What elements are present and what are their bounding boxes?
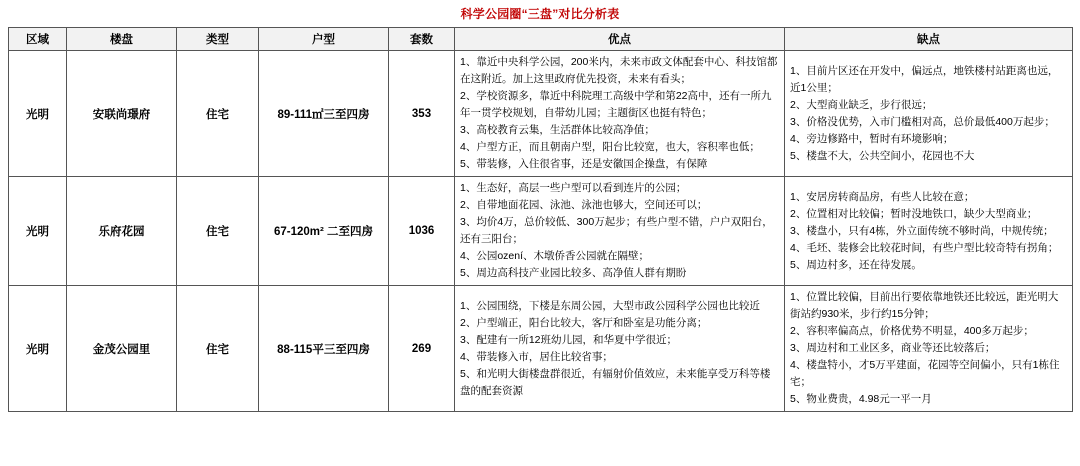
- cell-pros: [455, 177, 785, 286]
- cell-units: 269: [389, 286, 455, 412]
- cell-cons: [785, 51, 1073, 177]
- cons-line: 1、位置比较偏，目前出行要依靠地铁还比较远，距光明大街站约930米，步行约15分钟；: [790, 291, 1059, 320]
- page-title: 科学公园圈“三盘”对比分析表: [460, 7, 620, 21]
- cons-line: 4、楼盘特小，才5万平建面，花园等空间偏小，只有1栋住宅；: [790, 359, 1060, 388]
- pros-line: 4、户型方正，而且朝南户型，阳台比较宽，也大，容积率也低；: [460, 141, 760, 153]
- cons-line: 3、周边村和工业区多，商业等还比较落后；: [790, 342, 996, 354]
- pros-line: 1、生态好，高层一些户型可以看到连片的公园；: [460, 182, 687, 194]
- pros-line: 2、自带地面花园、泳池、泳池也够大，空间还可以；: [460, 199, 708, 211]
- pros-line: 5、和光明大街楼盘群很近，有辐射价值效应，未来能享受万科等楼盘的配套资源: [460, 367, 771, 397]
- cons-line: 2、大型商业缺乏，步行很远；: [790, 98, 933, 111]
- cell-type: 住宅: [177, 286, 259, 412]
- cons-line: 4、毛坯、装修会比较花时间，有些户型比较奇特有拐角；: [790, 241, 1059, 254]
- cons-line: 1、目前片区还在开发中，偏远点，地铁楼村站距离也远，近1公里；: [790, 64, 1059, 94]
- cons-line: 1、安居房转商品房，有些人比较在意；: [790, 190, 975, 203]
- table-row: [9, 177, 1073, 286]
- column-header-units: 套数: [389, 28, 455, 51]
- cell-layout: 88-115平三至四房: [259, 286, 389, 412]
- column-header-cons: 缺点: [785, 28, 1073, 51]
- cell-units: 353: [389, 51, 455, 177]
- cell-pros: [455, 51, 785, 177]
- cons-line: 4、旁边修路中，暂时有环境影响；: [790, 132, 954, 145]
- cell-units: 1036: [389, 177, 455, 286]
- cell-cons: [785, 286, 1073, 412]
- table-header: [9, 28, 1073, 51]
- cell-cons: [785, 177, 1073, 286]
- cell-region: 光明: [9, 177, 67, 286]
- pros-line: 3、配建有一所12班幼儿园，和华夏中学很近；: [460, 333, 678, 346]
- pros-line: 3、高校教育云集，生活群体比较高净值；: [460, 124, 655, 136]
- table-row: [9, 286, 1073, 412]
- cell-type: 住宅: [177, 177, 259, 286]
- cons-line: 5、周边村多，还在待发展。: [790, 258, 922, 271]
- column-header-name: 楼盘: [67, 28, 177, 51]
- pros-line: 1、靠近中央科学公园，200米内，未来市政文体配套中心、科技馆都在这附近。加上这里政府优先投资，未来有看头；: [460, 56, 778, 85]
- cons-line: 3、价格没优势，入市门槛相对高，总价最低400万起步；: [790, 115, 1055, 128]
- pros-line: 4、带装修入市，居住比较省事；: [460, 350, 613, 363]
- column-header-pros: 优点: [455, 28, 785, 51]
- table-header-row: [9, 28, 1073, 51]
- pros-line: 2、学校资源多，靠近中科院理工高级中学和第22高中，还有一所九年一贯学校规划，自带幼儿园；主题街区也挺有特色；: [460, 90, 772, 119]
- pros-line: 2、户型端正，阳台比较大，客厅和卧室是功能分离；: [460, 316, 708, 329]
- cons-line: 5、楼盘不大，公共空间小，花园也不大: [790, 149, 975, 162]
- pros-line: 3、均价4万，总价较低、300万起步；有些户型不错，户户双阳台，还有三阳台；: [460, 216, 773, 245]
- column-header-layout: 户型: [259, 28, 389, 51]
- cons-line: 2、容积率偏高点，价格优势不明显，400多万起步；: [790, 325, 1034, 337]
- column-header-type: 类型: [177, 28, 259, 51]
- cons-line: 5、物业费贵，4.98元一平一月: [790, 393, 932, 405]
- cell-name: 安联尚璟府: [67, 51, 177, 177]
- cell-name: 乐府花园: [67, 177, 177, 286]
- pros-line: 5、带装修，入住很省事，还是安徽国企操盘，有保障: [460, 158, 708, 170]
- table-body: [9, 51, 1073, 412]
- cell-region: 光明: [9, 286, 67, 412]
- cell-region: 光明: [9, 51, 67, 177]
- cons-line: 2、位置相对比较偏；暂时没地铁口，缺少大型商业；: [790, 207, 1038, 220]
- pros-line: 5、周边高科技产业园比较多、高净值人群有期盼: [460, 267, 687, 279]
- cell-pros: [455, 286, 785, 412]
- column-header-region: 区域: [9, 28, 67, 51]
- pros-line: 4、公园ození、木墩侨香公园就在隔壁；: [460, 250, 650, 262]
- cons-line: 3、楼盘小，只有4栋，外立面传统不够时尚，中规传统；: [790, 224, 1054, 237]
- pros-line: 1、公园围绕，下楼是东周公园，大型市政公园科学公园也比较近: [460, 299, 760, 312]
- cell-name: 金茂公园里: [67, 286, 177, 412]
- table-row: [9, 51, 1073, 177]
- cell-layout: 89-111㎡三至四房: [259, 51, 389, 177]
- cell-layout: 67-120m² 二至四房: [259, 177, 389, 286]
- cell-type: 住宅: [177, 51, 259, 177]
- comparison-table: [8, 27, 1073, 412]
